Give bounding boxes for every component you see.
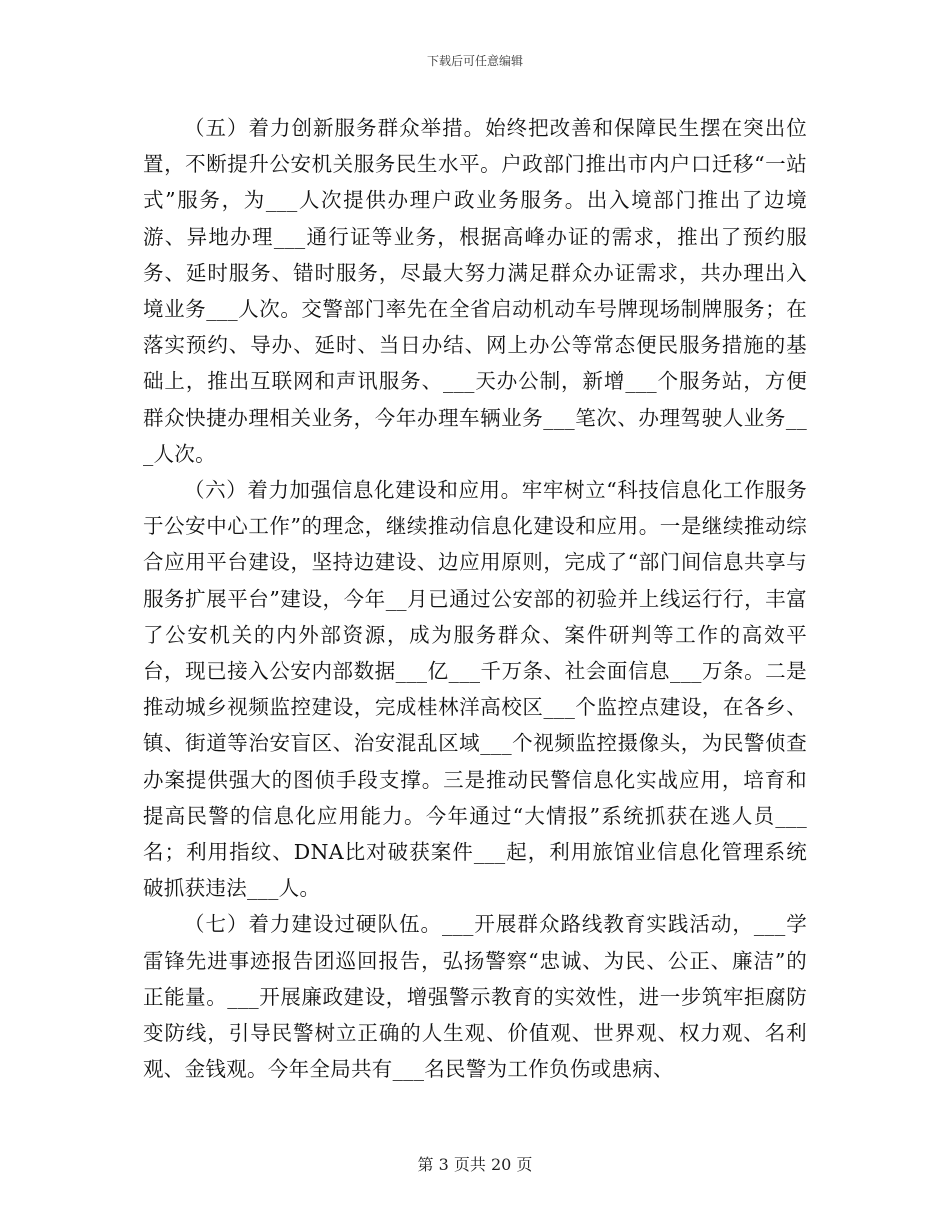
paragraph-6-informatization: （六）着力加强信息化建设和应用。牢牢树立“科技信息化工作服务于公安中心工作”的理念，继续推动信息化建设和应用。一是继续推动综合应用平台建设，坚持边建设、边应用原则，完成了“部门间信息共享与服务扩展平台”建设，今年__月已通过公安部的初验并上线运行行，丰富了公安机关的内外部资源，成为服务群众、案件研判等工作的高效平台，现已接入公安内部数据___亿___千万条、社会面信息___万条。二是推动城乡视频监控建设，完成桂林洋高校区___个监控点建设，在各乡、镇、街道等治安盲区、治安混乱区域___个视频监控摄像头，为民警侦查办案提供强大的图侦手段支撑。三是推动民警信息化实战应用，培育和提高民警的信息化应用能力。今年通过“大情报”系统抓获在逃人员___名；利用指纹、DNA比对破获案件___起，利用旅馆业信息化管理系统破抓获违法___人。 xyxy=(143,478,807,901)
document-body xyxy=(143,110,807,1087)
page-header-note: 下载后可任意编辑 xyxy=(426,54,523,68)
paragraph-5-service-measures: （五）着力创新服务群众举措。始终把改善和保障民生摆在突出位置，不断提升公安机关服务民生水平。户政部门推出市内户口迁移“一站式”服务，为___人次提供办理户政业务服务。出入境部门推出了边境游、异地办理___通行证等业务，根据高峰办证的需求，推出了预约服务、延时服务、错时服务，尽最大努力满足群众办证需求，共办理出入境业务___人次。交警部门率先在全省启动机动车号牌现场制牌服务；在落实预约、导办、延时、当日办结、网上办公等常态便民服务措施的基础上，推出互联网和声讯服务、___天办公制，新增___个服务站，方便群众快捷办理相关业务，今年办理车辆业务___笔次、办理驾驶人业务___人次。 xyxy=(143,116,807,466)
page-number: 第 3 页共 20 页 xyxy=(417,1155,533,1174)
paragraph-7-team-building: （七）着力建设过硬队伍。___开展群众路线教育实践活动，___学雷锋先进事迹报告团巡回报告，弘扬警察“忠诚、为民、公正、廉洁”的正能量。___开展廉政建设，增强警示教育的实效性，进一步筑牢拒腐防变防线，引导民警树立正确的人生观、价值观、世界观、权力观、名利观、金钱观。今年全局共有___名民警为工作负伤或患病、 xyxy=(143,912,807,1082)
